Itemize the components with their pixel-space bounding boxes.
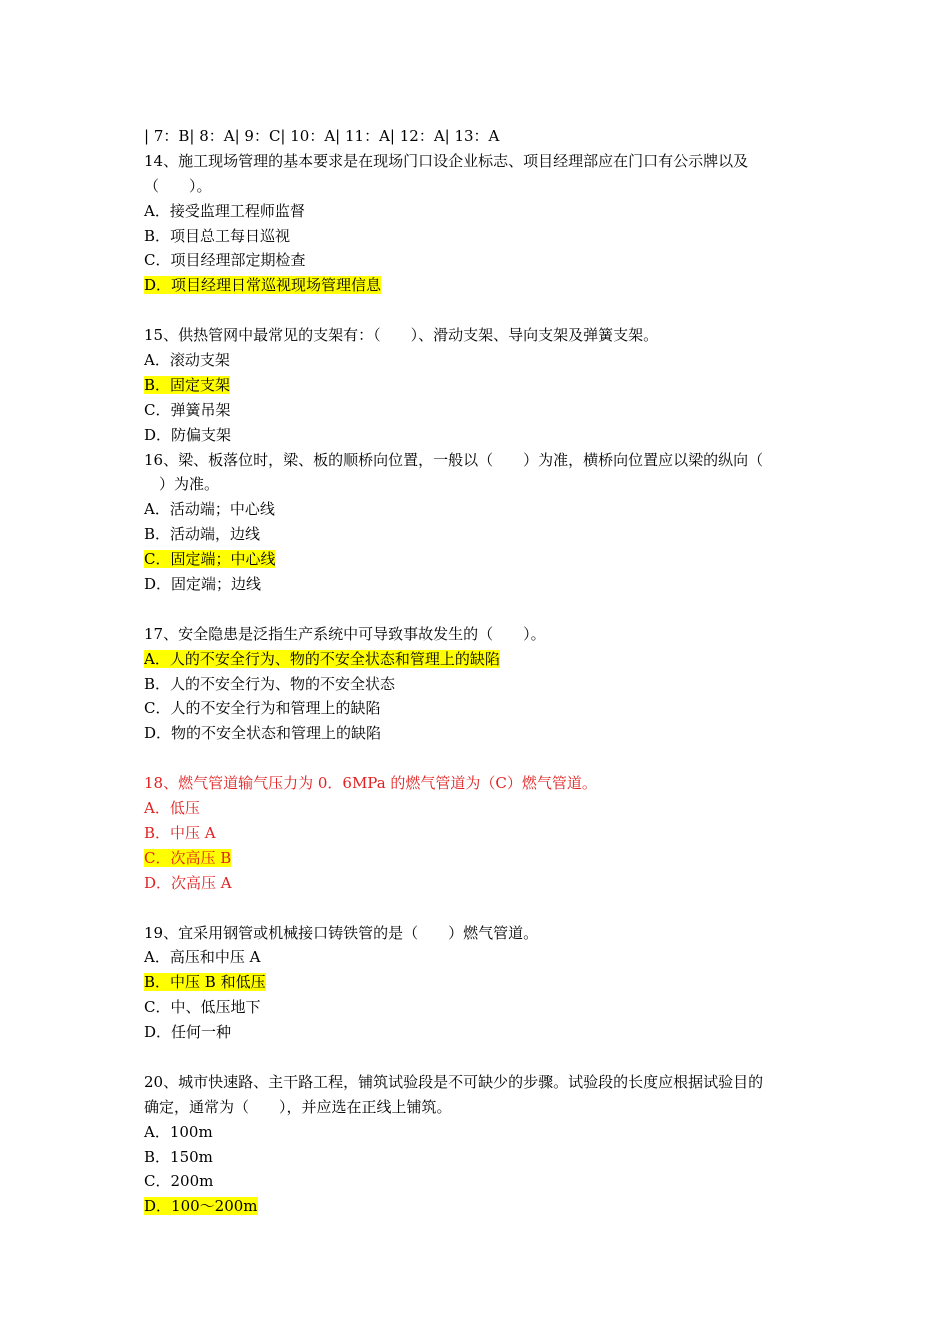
answer-highlight: B．中压 B 和低压: [144, 973, 266, 992]
option-d: D．任何一种: [144, 1023, 232, 1042]
answer-highlight: A．人的不安全行为、物的不安全状态和管理上的缺陷: [144, 649, 500, 668]
answer-key-line: | 7：B| 8：A| 9：C| 10：A| 11：A| 12：A| 13：A: [144, 127, 500, 145]
question-stem: 20、城市快速路、主干路工程，铺筑试验段是不可缺少的步骤。试验段的长度应根据试验目的: [144, 1072, 764, 1091]
option-b-answer: [144, 970, 810, 995]
question-17: [144, 622, 810, 746]
answer-highlight: C．固定端；中心线: [144, 550, 276, 569]
option-c: C．中、低压地下: [144, 998, 261, 1017]
option-a: A．活动端；中心线: [144, 500, 275, 519]
question-stem: 19、宜采用钢管或机械接口铸铁管的是（ ）燃气管道。: [144, 923, 539, 942]
question-stem-continued: ）为准。: [159, 475, 220, 494]
question-stem: 17、安全隐患是泛指生产系统中可导致事故发生的（ ）。: [144, 624, 546, 643]
answer-highlight: D．100～200m: [144, 1197, 258, 1216]
option-a: A．高压和中压 A: [144, 948, 261, 967]
question-19: [144, 921, 810, 1045]
question-stem-continued: （ ）。: [144, 176, 212, 195]
question-stem: 14、施工现场管理的基本要求是在现场门口设企业标志、项目经理部应在门口有公示牌以及: [144, 151, 749, 170]
option-a: A．100m: [144, 1122, 213, 1141]
question-list: [144, 124, 810, 1219]
answer-highlight: D．项目经理日常巡视现场管理信息: [144, 276, 382, 295]
option-a: A．滚动支架: [144, 351, 230, 370]
option-c: C．项目经理部定期检查: [144, 251, 306, 270]
option-b-answer: [144, 373, 810, 398]
option-c-answer: [144, 846, 810, 871]
option-d: D．防偏支架: [144, 425, 232, 444]
question-stem: 15、供热管网中最常见的支架有：（ ）、滑动支架、导向支架及弹簧支架。: [144, 326, 659, 345]
question-14: [144, 149, 810, 298]
option-a-answer: [144, 647, 810, 672]
option-d-answer: [144, 273, 810, 298]
question-18: [144, 771, 810, 895]
option-d: D．固定端；边线: [144, 575, 262, 594]
option-c-answer: [144, 547, 810, 572]
option-b: B．项目总工每日巡视: [144, 226, 291, 245]
answer-highlight: B．固定支架: [144, 375, 231, 394]
question-stem: 16、梁、板落位时，梁、板的顺桥向位置，一般以（ ）为准，横桥向位置应以梁的纵向（: [144, 450, 764, 469]
option-c: C．人的不安全行为和管理上的缺陷: [144, 699, 381, 718]
option-b: B．中压 A: [144, 823, 216, 842]
answer-highlight: C．次高压 B: [144, 848, 232, 867]
option-d: D．次高压 A: [144, 873, 232, 892]
option-a: A．接受监理工程师监督: [144, 201, 305, 220]
option-d: D．物的不安全状态和管理上的缺陷: [144, 724, 382, 743]
option-b: B．150m: [144, 1147, 213, 1166]
question-16: [144, 448, 810, 597]
option-b: B．活动端，边线: [144, 525, 261, 544]
question-stem: 18、燃气管道输气压力为 0．6MPa 的燃气管道为（C）燃气管道。: [144, 774, 597, 793]
question-stem-continued: 确定，通常为（ ），并应选在正线上铺筑。: [144, 1097, 452, 1116]
option-b: B．人的不安全行为、物的不安全状态: [144, 674, 396, 693]
question-20: [144, 1070, 810, 1219]
option-a: A．低压: [144, 799, 200, 818]
option-c: C．200m: [144, 1172, 214, 1191]
option-c: C．弹簧吊架: [144, 400, 231, 419]
question-15: [144, 323, 810, 447]
option-d-answer: [144, 1194, 810, 1219]
